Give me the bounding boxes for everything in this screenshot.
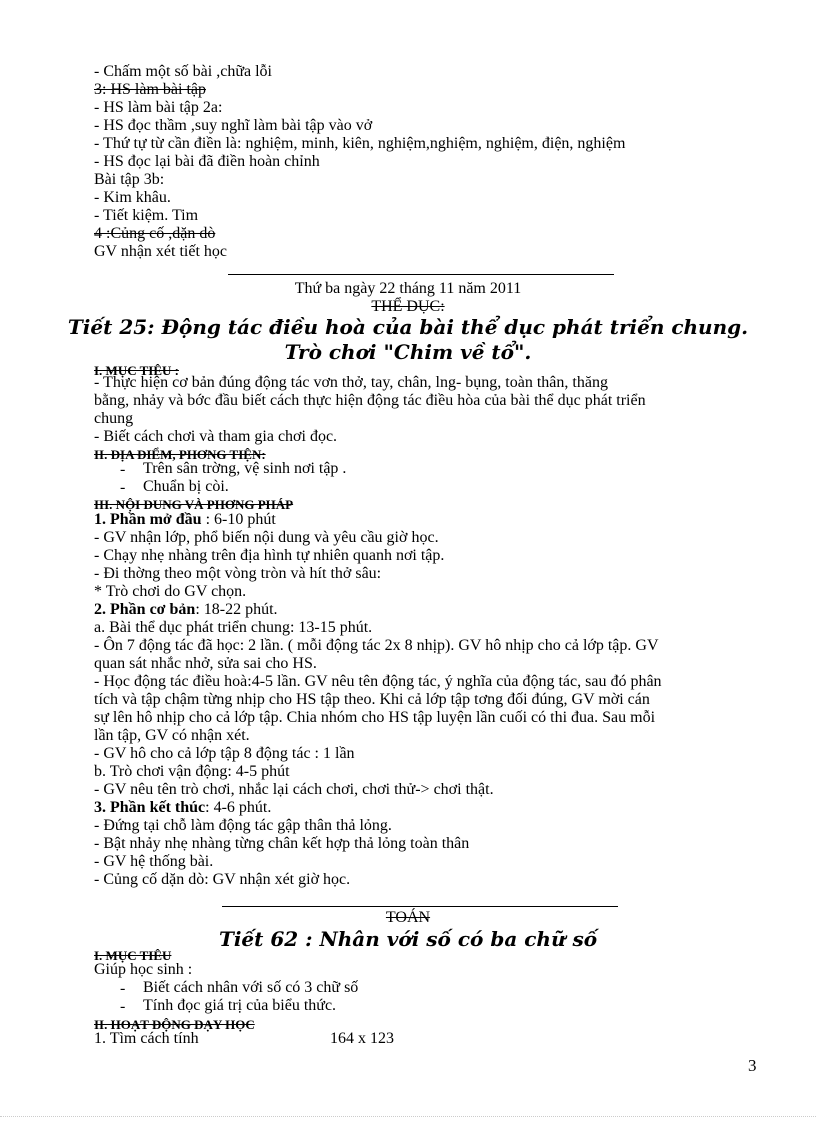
text-line: 1. Tìm cách tính: [94, 1030, 199, 1047]
text-line: lần tập, GV có nhận xét.: [94, 727, 250, 744]
text-line: - GV hô cho cả lớp tập 8 động tác : 1 lần: [94, 745, 355, 762]
part-heading: [94, 799, 271, 817]
list-item: Tính đọc giá trị của biểu thức.: [143, 997, 337, 1014]
section-heading: I. MỤC TIÊU :: [94, 363, 179, 378]
list-item: Trên sân trờng, vệ sinh nơi tập .: [143, 460, 347, 477]
section-heading: III. NỘI DUNG VÀ PHƠNG PHÁP: [94, 497, 294, 512]
section-heading: 4 :Củng cố ,dặn dò: [94, 225, 216, 242]
part-title: 2. Phần cơ bản: [94, 601, 196, 618]
section-heading: II. HOẠT ĐỘNG DẠY HỌC: [94, 1017, 255, 1032]
divider: [228, 274, 614, 275]
part-time: : 4-6 phút.: [205, 799, 272, 816]
bullet-icon: -: [120, 461, 126, 478]
text-line: - Ôn 7 động tác đã học: 2 lần. ( mỗi động tác 2x 8 nhịp). GV hô nhịp cho cả lớp tập. GV: [94, 637, 659, 654]
lesson-title: Tiết 62 : Nhân với số có ba chữ số: [218, 927, 598, 951]
page-bottom-edge: [0, 1116, 816, 1117]
bullet-icon: -: [120, 479, 126, 496]
text-line: - GV nêu tên trò chơi, nhắc lại cách chơi, chơi thử-> chơi thật.: [94, 781, 494, 798]
part-time: : 18-22 phút.: [195, 601, 278, 618]
text-line: - HS đọc thầm ,suy nghĩ làm bài tập vào vở: [94, 117, 373, 134]
text-line: chung: [94, 410, 134, 427]
list-item: Biết cách nhân với số có 3 chữ số: [143, 979, 359, 996]
list-item: Chuẩn bị còi.: [143, 478, 229, 495]
divider: [222, 906, 618, 907]
text-line: - Chạy nhẹ nhàng trên địa hình tự nhiên quanh nơi tập.: [94, 547, 445, 564]
text-line: tích và tập chậm từng nhịp cho HS tập theo. Khi cả lớp tập tơng đối đúng, GV mời cán: [94, 691, 650, 708]
text-line: - Thứ tự từ cần điền là: nghiệm, minh, kiên, nghiệm,nghiệm, nghiệm, điện, nghiệm: [94, 135, 626, 152]
text-line: - HS làm bài tập 2a:: [94, 99, 223, 116]
section-heading: I. MỤC TIÊU: [94, 948, 172, 963]
part-time: : 6-10 phút: [201, 511, 276, 528]
lesson-subtitle: Trò chơi "Chim về tổ".: [284, 340, 532, 364]
lesson-title: Tiết 25: Động tác điều hoà của bài thể dục phát triển chung.: [67, 315, 749, 339]
text-line: - Bật nhảy nhẹ nhàng từng chân kết hợp thả lỏng toàn thân: [94, 835, 470, 852]
bullet-icon: -: [120, 998, 126, 1015]
part-heading: [94, 511, 276, 529]
text-line: - Biết cách chơi và tham gia chơi đọc.: [94, 428, 338, 445]
text-line: - Củng cố dặn dò: GV nhận xét giờ học.: [94, 871, 351, 888]
text-line: b. Trò chơi vận động: 4-5 phút: [94, 763, 290, 780]
subject-heading: THỂ DỤC:: [371, 298, 445, 315]
text-line: sự lên hô nhịp cho cả lớp tập. Chia nhóm cho HS tập luyện lần cuối có thi đua. Sau mỗi: [94, 709, 656, 726]
bullet-icon: -: [120, 980, 126, 997]
text-line: - GV hệ thống bài.: [94, 853, 214, 870]
text-line: - Tiết kiệm. Tim: [94, 207, 199, 224]
text-line: a. Bài thể dục phát triển chung: 13-15 phút.: [94, 619, 373, 636]
part-title: 3. Phần kết thúc: [94, 799, 206, 816]
page-number: 3: [748, 1056, 757, 1075]
text-line: Bài tập 3b:: [94, 171, 165, 188]
text-line: - GV nhận lớp, phổ biến nội dung và yêu cầu giờ học.: [94, 529, 439, 546]
text-line: - Đứng tại chỗ làm động tác gập thân thả lỏng.: [94, 817, 392, 834]
subject-heading: TOÁN: [385, 909, 431, 926]
text-line: - Kim khâu.: [94, 189, 171, 206]
part-title: 1. Phần mở đầu: [94, 511, 202, 528]
section-heading: 3: HS làm bài tập: [94, 81, 206, 98]
text-line: - Học động tác điều hoà:4-5 lần. GV nêu tên động tác, ý nghĩa của động tác, sau đó phân: [94, 673, 662, 690]
text-line: quan sát nhắc nhở, sửa sai cho HS.: [94, 655, 317, 672]
text-line: - HS đọc lại bài đã điền hoàn chỉnh: [94, 153, 320, 170]
text-line: - Thực hiện cơ bản đúng động tác vơn thở, tay, chân, lng- bụng, toàn thân, thăng: [94, 374, 608, 391]
section-heading: II. ĐỊA ĐIỂM, PHƠNG TIỆN:: [94, 447, 266, 462]
text-line: - Chấm một số bài ,chữa lỗi: [94, 63, 272, 80]
part-heading: [94, 601, 278, 619]
text-line: bằng, nhảy và bớc đầu biết cách thực hiện động tác điều hòa của bài thể dục phát triển: [94, 392, 646, 409]
text-line: Giúp học sinh :: [94, 961, 193, 978]
math-expression: 164 x 123: [330, 1030, 394, 1047]
text-line: * Trò chơi do GV chọn.: [94, 583, 247, 600]
text-line: GV nhận xét tiết học: [94, 243, 228, 260]
date-line: Thứ ba ngày 22 tháng 11 năm 2011: [294, 280, 522, 297]
text-line: - Đi thờng theo một vòng tròn và hít thở sâu:: [94, 565, 382, 582]
